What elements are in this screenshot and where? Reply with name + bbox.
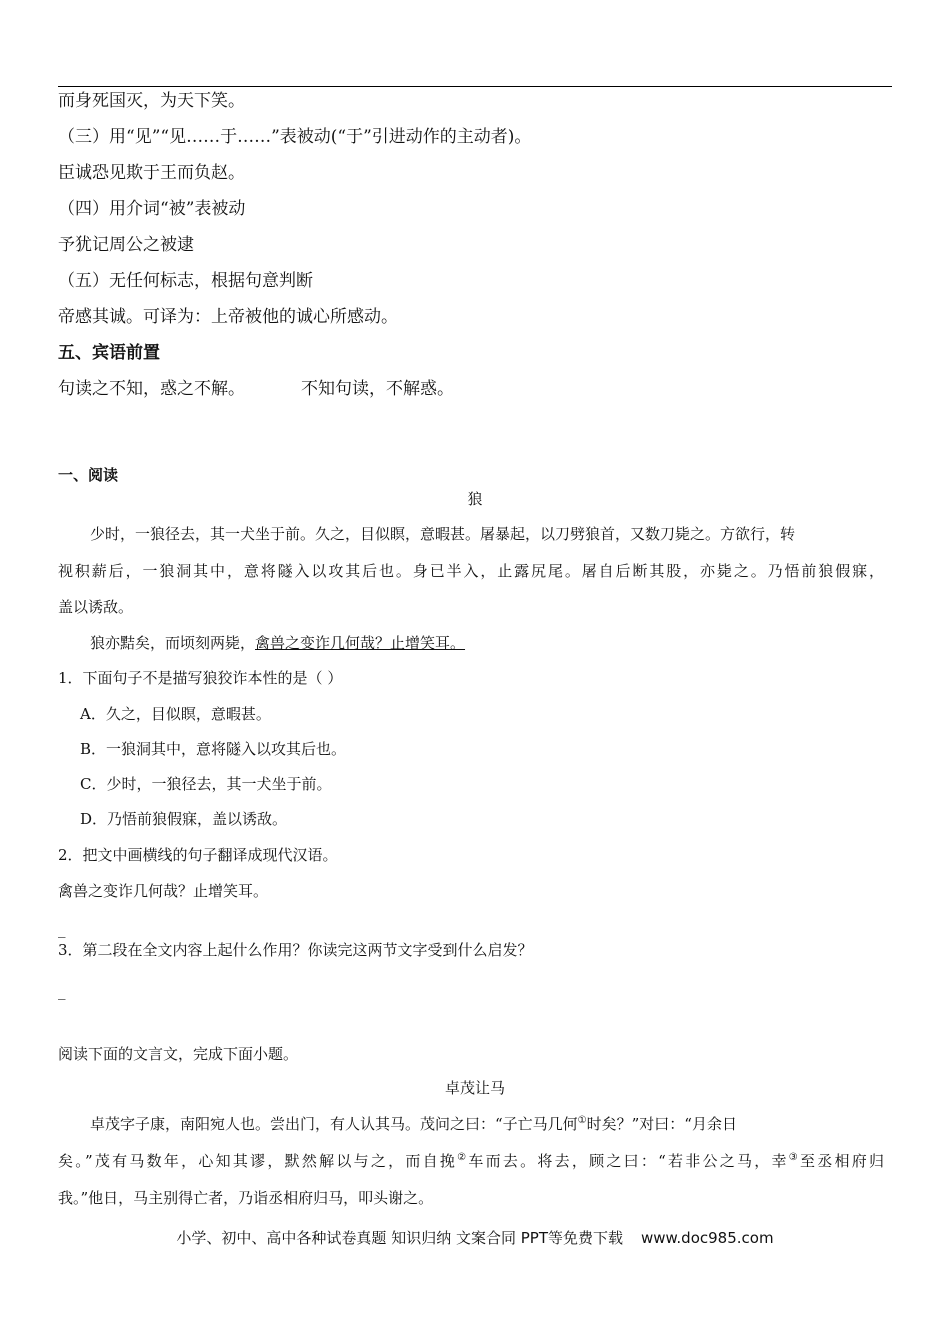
passage-title: 卓茂让马 (444, 1079, 505, 1097)
footnote-marker: ③ (788, 1152, 800, 1163)
header-rule (58, 86, 892, 87)
option-b: B．一狼洞其中，意将隧入以攻其后也。 (80, 740, 347, 758)
answer-blank: _ (58, 920, 66, 938)
intro-text: 阅读下面的文言文，完成下面小题。 (58, 1045, 299, 1063)
passage-line: 少时，一狼径去，其一犬坐于前。久之，目似瞑，意暇甚。屠暴起，以刀劈狼首，又数刀毙之。方欲行，转 (90, 525, 796, 543)
question-2: 2．把文中画横线的句子翻译成现代汉语。 (58, 846, 338, 864)
text-line: （四）用介词“被”表被动 (58, 199, 246, 219)
passage-text: 矣。”茂有马数年，心知其谬，默然解以与之，而自挽 (58, 1152, 458, 1170)
passage-title: 狼 (467, 490, 483, 508)
passage-text: 车而去。将去，顾之曰：“若非公之马，幸 (468, 1152, 789, 1170)
text-line (58, 378, 454, 400)
passage-text: 卓茂字子康，南阳宛人也。尝出门，有人认其马。茂问之曰：“子亡马几何 (90, 1115, 578, 1133)
example-sentence: 不知句读，不解惑。 (301, 379, 454, 399)
question-2-sentence: 禽兽之变诈几何哉？止增笑耳。 (58, 882, 269, 900)
footnote-marker: ① (577, 1115, 587, 1126)
passage-line: 视积薪后，一狼洞其中，意将隧入以攻其后也。身已半入，止露尻尾。屠自后断其股，亦毙之。乃悟前狼假寐， (58, 562, 884, 580)
footer-url: www.doc985.com (640, 1229, 774, 1247)
passage-line (90, 1113, 737, 1135)
passage-line: 盖以诱敌。 (58, 598, 134, 616)
passage-line (90, 632, 465, 654)
text-line: 而身死国灭，为天下笑。 (58, 91, 245, 111)
passage-line (58, 1150, 884, 1172)
text-line: （三）用“见”“见……于……”表被动(“于”引进动作的主动者)。 (58, 127, 532, 147)
option-a: A．久之，目似瞑，意暇甚。 (80, 705, 271, 723)
option-d: D．乃悟前狼假寐，盖以诱敌。 (80, 810, 288, 828)
footer-text: 小学、初中、高中各种试卷真题 知识归纳 文案合同 PPT等免费下载 (176, 1229, 623, 1247)
passage-text: 时矣？”对曰：“月余日 (586, 1115, 737, 1133)
passage-line: 我。”他日，马主别得亡者，乃诣丞相府归马，叩头谢之。 (58, 1189, 434, 1207)
section-heading: 一、阅读 (58, 466, 119, 484)
text-line: （五）无任何标志，根据句意判断 (58, 271, 313, 291)
option-c: C．少时，一狼径去，其一犬坐于前。 (80, 775, 332, 793)
page-footer (0, 1227, 950, 1248)
section-heading: 五、宾语前置 (58, 343, 160, 363)
underlined-sentence: 禽兽之变诈几何哉？止增笑耳。 (255, 634, 466, 652)
question-1: 1．下面句子不是描写狼狡诈本性的是（ ） (58, 669, 343, 687)
footnote-marker: ② (457, 1152, 469, 1163)
example-sentence: 句读之不知，惑之不解。 (58, 379, 245, 399)
question-3: 3．第二段在全文内容上起什么作用？你读完这两节文字受到什么启发？ (58, 941, 533, 959)
text-line: 予犹记周公之被逮 (58, 235, 194, 255)
answer-blank: _ (58, 982, 66, 1000)
text-line: 臣诚恐见欺于王而负赵。 (58, 163, 245, 183)
passage-text: 至丞相府归 (800, 1152, 884, 1170)
text-line: 帝感其诚。可译为：上帝被他的诚心所感动。 (58, 307, 398, 327)
passage-text: 狼亦黠矣，而顷刻两毙， (90, 634, 256, 652)
